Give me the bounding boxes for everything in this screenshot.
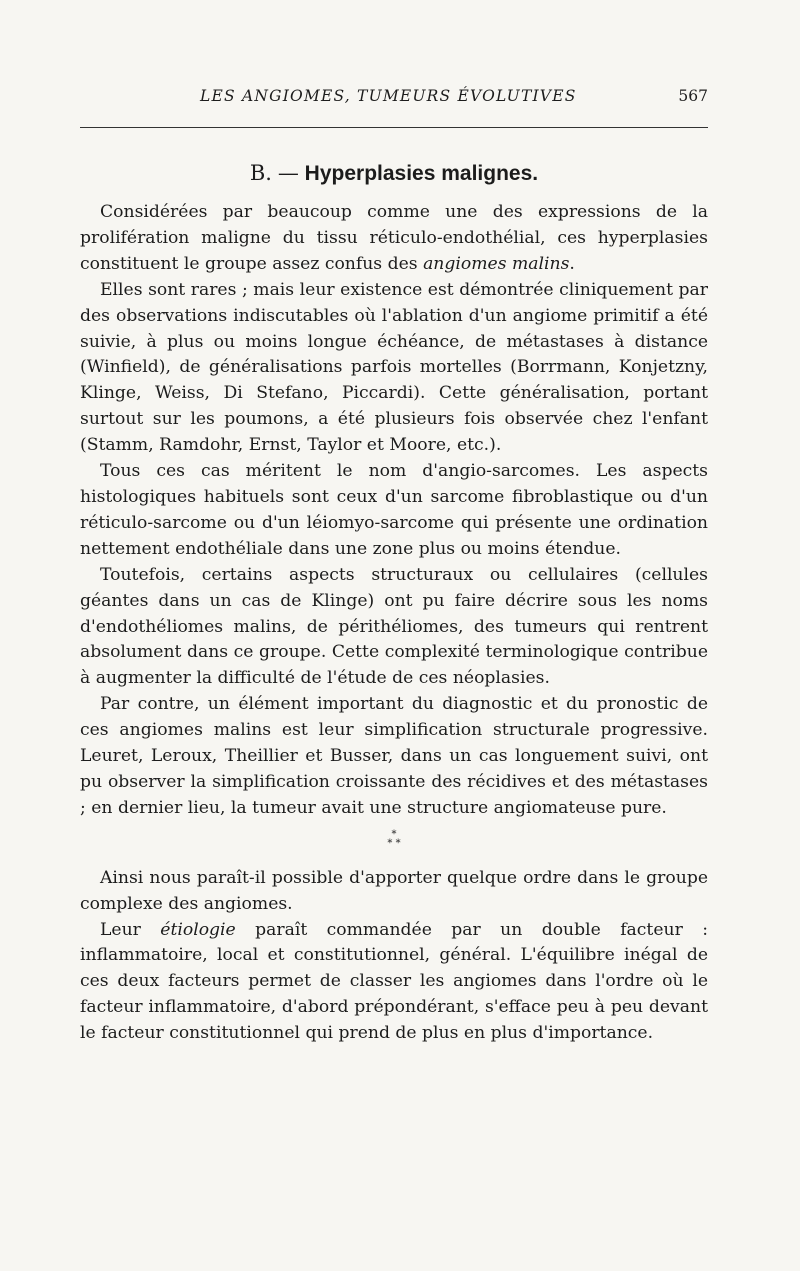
asterism-top: *	[391, 828, 397, 840]
paragraph-2: Elles sont rares ; mais leur existence est démontrée cliniquement par des observations indiscutables où l'ablation d'un angiome primitif a été suivie, à plus ou moins longue échéance, de métastases à distance (Winfield), de généralisations parfois mortelles (Borrmann, Konjetzny, Klinge, Weiss, Di Stefano, Piccardi). Cette généralisation, portant surtout sur les poumons, a été plusieurs fois observée chez l'enfant (Stamm, Ramdohr, Ernst, Taylor et Moore, etc.).	[80, 279, 708, 456]
paragraph-1-text: Considérées par beaucoup comme une des expressions de la prolifération maligne du tissu réticulo-endothélial, ces hyperplasies constituent le groupe assez confus des	[80, 202, 708, 274]
paragraph-6: Ainsi nous paraît-il possible d'apporter quelque ordre dans le groupe complexe des angiomes.	[80, 867, 708, 914]
paragraph-7-emphasis: étiologie	[160, 919, 236, 940]
body-text	[80, 200, 708, 1047]
paragraph-1-end: .	[569, 253, 575, 274]
paragraph-1-emphasis: angiomes malins	[423, 253, 570, 274]
book-page	[80, 85, 708, 1047]
page-number: 567	[678, 87, 708, 105]
section-heading	[80, 161, 708, 186]
paragraph-3: Tous ces cas méritent le nom d'angio-sarcomes. Les aspects histologiques habituels sont ceux d'un sarcome fibroblastique ou d'un réticulo-sarcome ou d'un léiomyo-sarcome qui présente une ordination nettement endothéliale dans une zone plus ou moins étendue.	[80, 461, 708, 559]
running-head	[80, 85, 708, 111]
paragraph-7-start: Leur	[100, 919, 161, 940]
section-letter: B.	[249, 161, 272, 185]
paragraph-7	[80, 918, 708, 1048]
asterism-bottom: * *	[387, 837, 401, 849]
section-title: Hyperplasies malignes.	[304, 162, 539, 185]
paragraph-4: Toutefois, certains aspects structuraux ou cellulaires (cellules géantes dans un cas de Klinge) ont pu faire décrire sous les noms d'endothéliomes malins, de périthéliomes, des tumeurs qui rentrent absolument dans ce groupe. Cette complexité terminologique contribue à augmenter la difficulté de l'étude de ces néoplasies.	[80, 564, 708, 689]
section-dash: —	[277, 161, 299, 185]
header-rule	[80, 127, 708, 128]
asterism	[80, 830, 708, 848]
paragraph-7-text: paraît commandée par un double facteur : inflammatoire, local et constitutionnel, général. L'équilibre inégal de ces deux facteurs permet de classer les angiomes dans l'ordre où le facteur inflammatoire, d'abord prépondérant, s'efface peu à peu devant le facteur constitutionnel qui prend de plus en plus d'importance.	[80, 919, 708, 1044]
paragraph-1	[80, 200, 708, 278]
running-title: LES ANGIOMES, TUMEURS ÉVOLUTIVES	[200, 87, 577, 105]
paragraph-5: Par contre, un élément important du diagnostic et du pronostic de ces angiomes malins est leur simplification structurale progressive. Leuret, Leroux, Theillier et Busser, dans un cas longuement suivi, ont pu observer la simplification croissante des récidives et des métastases ; en dernier lieu, la tumeur avait une structure angiomateuse pure.	[80, 694, 708, 818]
